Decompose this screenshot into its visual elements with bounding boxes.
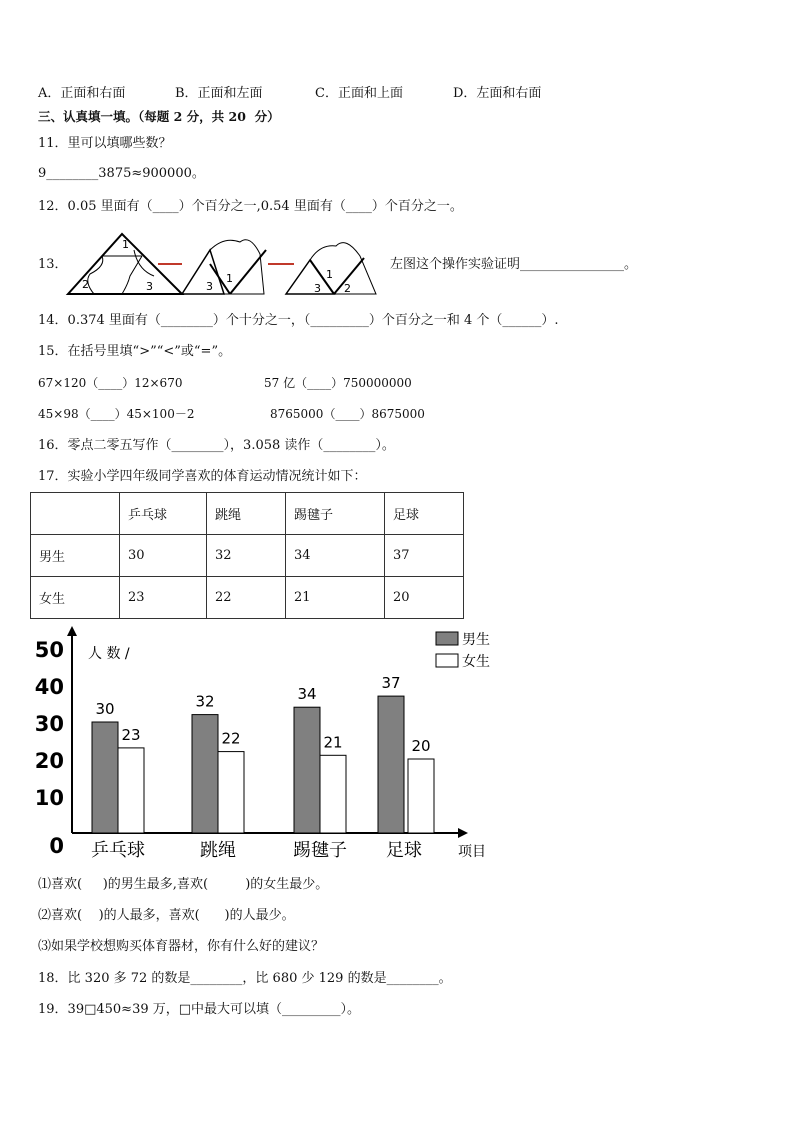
legend-label: 女生	[462, 654, 490, 670]
question-15: 15．在括号里填“>”“<”或“=”。	[38, 344, 232, 359]
data-label: 30	[95, 700, 115, 718]
question-11-expression: 9________3875≈900000。	[38, 166, 205, 181]
x-tick-label: 踢毽子	[293, 840, 347, 861]
question-17: 17．实验小学四年级同学喜欢的体育运动情况统计如下：	[38, 469, 367, 484]
bar-girls	[218, 752, 244, 833]
bar-boys	[294, 707, 320, 833]
data-label: 20	[411, 737, 431, 755]
question-17-1: ⑴喜欢( )的男生最多,喜欢( )的女生最少。	[38, 877, 329, 892]
x-tick-label: 跳绳	[200, 840, 236, 861]
data-label: 32	[195, 692, 215, 711]
y-tick-label: 0	[49, 834, 64, 858]
question-13-number: 13．	[38, 257, 68, 272]
question-15-c: 45×98（____）45×100－2	[38, 407, 195, 421]
table-cell: 男生	[31, 535, 120, 577]
y-tick-label: 40	[34, 675, 64, 699]
question-19: 19．39□450≈39 万，□中最大可以填（_________）。	[38, 1002, 361, 1017]
y-tick-label: 20	[34, 749, 64, 773]
bar-girls	[320, 755, 346, 833]
triangle-label: 3	[206, 280, 213, 293]
table-row	[31, 535, 464, 577]
table-cell: 30	[120, 535, 207, 577]
data-label: 22	[221, 729, 241, 748]
question-15-b: 57 亿（____）750000000	[264, 376, 412, 390]
table-cell: 20	[385, 577, 464, 619]
triangle-label: 1	[326, 268, 333, 281]
table-cell: 37	[385, 535, 464, 577]
table-cell: 32	[207, 535, 286, 577]
question-15-d: 8765000（____）8675000	[270, 407, 425, 421]
table-cell: 22	[207, 577, 286, 619]
triangle-label: 2	[344, 282, 351, 295]
question-11: 11．里可以填哪些数？	[38, 136, 172, 151]
data-label: 21	[323, 733, 343, 752]
table-cell: 踢毽子	[286, 493, 385, 535]
y-tick-label: 30	[34, 712, 64, 736]
section-heading: 三、认真填一填。（每题 2 分，共 20 分）	[38, 109, 280, 124]
triangle-experiment-figure	[64, 230, 389, 302]
y-axis-arrow	[67, 626, 77, 636]
table-row	[31, 577, 464, 619]
bar-chart	[30, 624, 530, 864]
triangle-label: 2	[82, 278, 89, 291]
question-17-3: ⑶如果学校想购买体育器材，你有什么好的建议？	[38, 939, 325, 954]
bar-boys	[378, 696, 404, 833]
question-16: 16．零点二零五写作（________），3.058 读作（________）。	[38, 438, 395, 453]
question-15-a: 67×120（____）12×670	[38, 376, 183, 390]
x-axis-label: 项目	[458, 844, 486, 860]
option-c: C．正面和上面	[315, 86, 403, 101]
triangle-label: 3	[314, 282, 321, 295]
data-label: 37	[381, 674, 401, 693]
stats-table	[30, 492, 464, 619]
option-a: A．正面和右面	[38, 86, 126, 101]
bar-girls	[408, 759, 434, 833]
question-12: 12．0.05 里面有（____）个百分之一,0.54 里面有（____）个百分之一。	[38, 199, 463, 214]
question-18: 18．比 320 多 72 的数是________，比 680 少 129 的数是________。	[38, 971, 452, 986]
legend-label: 男生	[462, 632, 490, 648]
table-cell: 女生	[31, 577, 120, 619]
question-17-2: ⑵喜欢( )的人最多，喜欢( )的人最少。	[38, 908, 295, 923]
y-tick-label: 10	[34, 786, 64, 810]
triangle-label: 1	[122, 238, 129, 251]
y-axis-label: 人 数 /	[88, 646, 130, 662]
table-cell: 乒乓球	[120, 493, 207, 535]
option-b: B．正面和左面	[175, 86, 263, 101]
x-tick-label: 乒乓球	[91, 840, 145, 861]
data-label: 23	[121, 725, 141, 744]
bar-boys	[192, 715, 218, 833]
option-d: D．左面和右面	[453, 86, 542, 101]
x-axis-arrow	[458, 828, 468, 838]
question-13-text: 左图这个操作实验证明________________。	[390, 257, 638, 272]
legend-swatch	[436, 632, 458, 645]
question-14: 14．0.374 里面有（________）个十分之一，（_________）个百分之一和 4 个（______）.	[38, 313, 559, 328]
data-label: 34	[297, 685, 317, 704]
table-cell: 21	[286, 577, 385, 619]
table-cell: 跳绳	[207, 493, 286, 535]
bar-boys	[92, 722, 118, 833]
table-cell	[31, 493, 120, 535]
triangle-label: 3	[146, 280, 153, 293]
table-cell: 足球	[385, 493, 464, 535]
table-cell: 34	[286, 535, 385, 577]
bar-girls	[118, 748, 144, 833]
triangle-label: 1	[226, 272, 233, 285]
table-row	[31, 493, 464, 535]
x-tick-label: 足球	[386, 840, 422, 861]
y-tick-label: 50	[34, 638, 64, 662]
table-cell: 23	[120, 577, 207, 619]
legend-swatch	[436, 654, 458, 667]
